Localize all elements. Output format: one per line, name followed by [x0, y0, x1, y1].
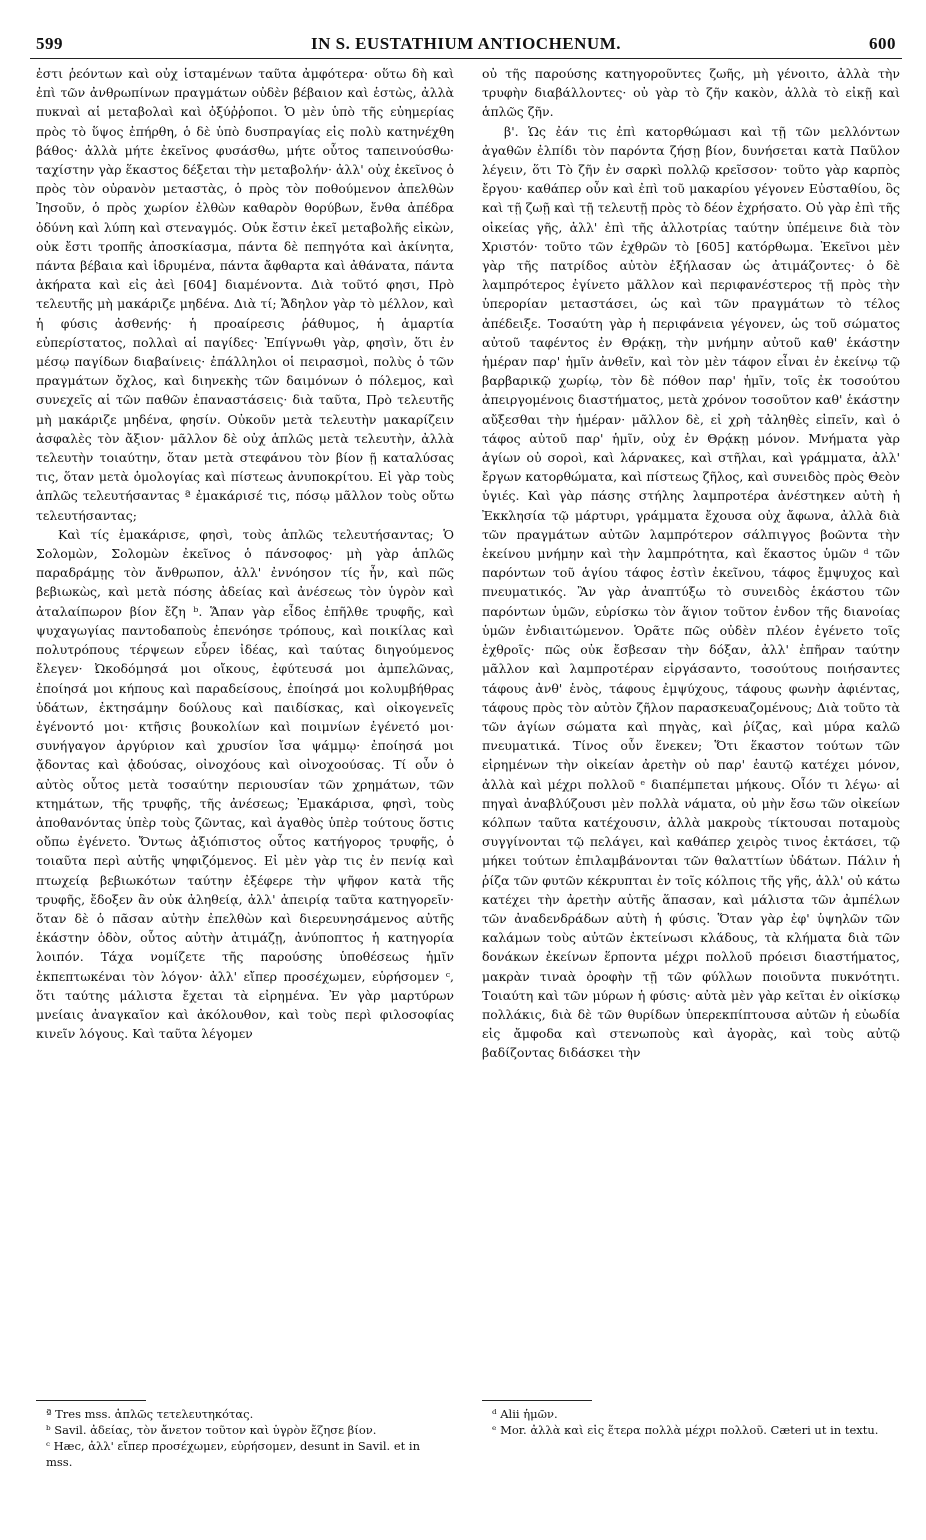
page-number-left: 599	[36, 34, 63, 53]
right-paragraph-2: β'. Ὡς ἐάν τις ἐπὶ κατορθώμασι καὶ τῇ τῶν μελλόντων ἀγαθῶν ἐλπίδι τὸν παρόντα ζήσῃ βίον, δυνήσεται κατὰ Παῦλον λέγειν, ὅτι Τὸ ζῆν ἐν σαρκὶ πολλῷ κρεῖσσον· τοῦτο γὰρ καρπὸς ἔργου· καθάπερ οὖν καὶ ἐπὶ τοῦ μακαρίου γέγονεν Εὐσταθίου, ὃς καὶ τῇ ζωῇ καὶ τῇ τελευτῇ πρὸς τὸ δέον ἐχρήσατο. Οὐ γὰρ ἐπὶ τῆς οἰκείας γῆς, ἀλλ' ἐπὶ τῆς ἀλλοτρίας ταύτην ὑπέμεινε διὰ τὸν Χριστόν· τοῦτο τῶν ἐχθρῶν τὸ [605] κατόρθωμα. Ἐκεῖνοι μὲν γὰρ τῆς πατρίδος αὐτὸν ἐξήλασαν ὡς ἀτιμάζοντες· ὁ δὲ λαμπρότερος ἐγίνετο μᾶλλον καὶ περιφανέστερος τῇ πρὸς τὴν ὑπερορίαν μεταστάσει, ὡς καὶ τῶν πραγμάτων τὸ τέλος ἀπέδειξε. Τοσαύτη γὰρ ἡ περιφάνεια γέγονεν, ὡς τοῦ σώματος αὐτοῦ ταφέντος ἐν Θρᾴκῃ, τὴν μνήμην αὐτοῦ καθ' ἑκάστην ἡμέραν παρ' ἡμῖν ἀνθεῖν, καὶ τὸν μὲν τάφον εἶναι ἐν ἐκείνῳ τῷ βαρβαρικῷ χωρίῳ, τὸν δὲ πόθον παρ' ἡμῖν, τοῖς ἐκ τοσούτου ἀπειργομένοις διαστήματος, μετὰ χρόνον τοσοῦτον καθ' ἑκάστην αὔξεσθαι τὴν ἡμέραν· μᾶλλον δὲ, εἰ χρὴ τἀληθὲς εἰπεῖν, καὶ ὁ τάφος αὐτοῦ παρ' ἡμῖν, οὐχ ἐν Θρᾴκῃ μόνον. Μνήματα γὰρ ἁγίων οὐ σοροὶ, καὶ λάρνακες, καὶ στῆλαι, καὶ γράμματα, ἀλλ' ἔργων κατορθώματα, καὶ πίστεως ζῆλος, καὶ συνειδὸς πρὸς Θεὸν ὑγιές. Καὶ γὰρ πάσης στήλης λαμπροτέρα ἀνέστηκεν αὐτὴ ἡ Ἐκκλησία τῷ μάρτυρι, γράμματα ἔχουσα οὐχ ἄφωνα, ἀλλὰ διὰ τῶν πραγμάτων αὐτῶν λαμπρότερον σάλπιγγος βοῶντα τὴν ἐκείνου μνήμην καὶ τὴν λαμπρότητα, καὶ ἕκαστος ὑμῶν ᵈ τῶν παρόντων τοῦ ἁγίου τάφος ἐστὶν ἐκεῖνου, τάφος ἔμψυχος καὶ πνευματικός. Ἂν γὰρ ἀναπτύξω τὸ συνειδὸς ἑκάστου τῶν παρόντων ὑμῶν, εὑρίσκω τὸν ἅγιον τοῦτον ἐνδον τῆς διανοίας ὑμῶν ἐνδιαιτώμενον. Ὁρᾶτε πῶς οὐδὲν πλέον ἐγένετο τοῖς ἐχθροῖς· πῶς οὐκ ἔσβεσαν τὴν δόξαν, ἀλλ' ἐπῆραν ταύτην μᾶλλον καὶ λαμπροτέραν εἰργάσαντο, τοσούτους ποιήσαντες τάφους ἀνθ' ἑνὸς, τάφους ἐμψύχους, τάφους φωνὴν ἀφιέντας, τάφους πρὸς τὸν αὐτὸν ζῆλον παρασκευαζομένους; Διὰ τοῦτο τὰ τῶν ἁγίων σώματα καὶ πηγὰς, καὶ ῥίζας, καὶ μύρα καλῶ πνευματικά. Τίνος οὖν ἕνεκεν; Ὅτι ἕκαστον τούτων τῶν εἰρημένων τὴν οἰκείαν ἀρετὴν οὐ παρ' ἑαυτῷ κατέχει μόνον, ἀλλὰ καὶ μέχρι πολλοῦ ᵉ διαπέμπεται μήκους. Οἷόν τι λέγω· αἱ πηγαὶ ἀναβλύζουσι μὲν πολλὰ νάματα, οὐ μὴν ἔσω τῶν οἰκείων κόλπων ταῦτα κατέχουσιν, ἀλλὰ μακροὺς τίκτουσαι ποταμοὺς συγγίνονται τῷ πελάγει, καὶ καθάπερ χειρὸς τινος ἐκτάσει, τῷ μήκει τούτων ἐπιλαμβάνονται τῶν θαλαττίων ὑδάτων. Πάλιν ἡ ῥίζα τῶν φυτῶν κέκρυπται ἐν τοῖς κόλποις τῆς γῆς, ἀλλ' οὐ κάτω κατέχει τὴν ἀρετὴν αὐτῆς ἅπασαν, καὶ μάλιστα τῶν ἀμπέλων τῶν ἀναδενδράδων αὐτὴ ἡ φύσις. Ὅταν γὰρ ἐφ' ὑψηλῶν τῶν καλάμων τοὺς αὐτῶν ἐκτείνωσι κλάδους, τὰ κλήματα διὰ τῶν δονάκων ἐκείνων ἕρποντα μέχρι πολλοῦ πρόεισι διαστήματος, μακρὰν τιναὰ ὀροφὴν τῇ τῶν φύλλων ποιοῦντα πυκνότητι. Τοιαύτη καὶ τῶν μύρων ἡ φύσις· αὐτὰ μὲν γὰρ κεῖται ἐν οἰκίσκῳ πολλάκις, διὰ δὲ τῶν θυρίδων ὑπερεκπίπτουσα αὐτῶν ἡ εὐωδία εἰς ἄμφοδα καὶ στενωποὺς καὶ ἀγορὰς, καὶ τοὺς αὐτῷ βαδίζοντας διδάσκει τὴν	[482, 123, 900, 1061]
footnote-rule-right	[482, 1400, 592, 1401]
footnote-b: ᵇ Savil. ἀδείας, τὸν ἄνετον τοῦτον καὶ ὑγρὸν ἔζησε βίον.	[46, 1423, 377, 1437]
left-column	[36, 64, 454, 1364]
right-paragraph-1: οὐ τῆς παρούσης κατηγοροῦντες ζωῆς, μὴ γένοιτο, ἀλλὰ τὴν τρυφὴν διαβάλλοντες· οὐ γὰρ τὸ ζῆν κακὸν, ἀλλὰ τὸ εἰκῇ καὶ ἁπλῶς ζῆν.	[482, 66, 900, 120]
footnotes-left	[46, 1406, 446, 1470]
page-number-right: 600	[869, 34, 896, 53]
footnote-d: ᵈ Alii ἡμῶν.	[492, 1407, 558, 1421]
left-paragraph-2: Καὶ τίς ἐμακάρισε, φησὶ, τοὺς ἁπλῶς τελευτήσαντας; Ὁ Σολομὼν, Σολομὼν ἐκεῖνος ὁ πάνσοφος· μὴ γὰρ ἁπλῶς παραδράμῃς τὸν ἄνθρωπον, ἀλλ' ἐννόησον τίς ἦν, καὶ πῶς βεβιωκὼς, καὶ μετὰ πόσης ἀδείας καὶ ἀνέσεως τὸν ὑγρὸν καὶ ἀταλαίπωρον βίον ἔζη ᵇ. Ἅπαν γὰρ εἶδος ἐπῆλθε τρυφῆς, καὶ ψυχαγωγίας παντοδαποὺς ἐπενόησε τρόπους, καὶ ποικίλας καὶ πολυτρόπους τέρψεων εὗρεν ἰδέας, καὶ ταύτας διηγούμενος ἔλεγεν· Ὠκοδόμησά μοι οἴκους, ἐφύτευσά μοι ἀμπελῶνας, ἐποίησά μοι κήπους καὶ παραδείσους, ἐποίησά μοι κολυμβήθρας ὑδάτων, ἐκτησάμην δούλους καὶ παιδίσκας, καὶ οἰκογενεῖς ἐγένοντό μοι· κτῆσις βουκολίων καὶ ποιμνίων ἐγένετό μοι· συνήγαγον ἀργύριον καὶ χρυσίον ἴσα ψάμμῳ· ἐποίησά μοι ᾄδοντας καὶ ᾀδούσας, οἰνοχόους καὶ οἰνοχοούσας. Τί οὖν ὁ αὐτὸς οὗτος μετὰ τοσαύτην περιουσίαν τῶν χρημάτων, τῶν κτημάτων, τῆς τρυφῆς, τῆς ἀνέσεως; Ἐμακάρισα, φησὶ, τοὺς ἀποθανόντας ὑπὲρ τοὺς ζῶντας, καὶ ἀγαθὸς ὑπὲρ τούτους ὅστις οὔπω ἐγένετο. Ὄντως ἀξιόπιστος οὗτος κατήγορος τρυφῆς, ὁ τοιαῦτα περὶ αὐτῆς ψηφιζόμενος. Εἰ μὲν γὰρ τις ἐν πενίᾳ καὶ πτωχείᾳ βεβιωκότων ταύτην ἐξέφερε τὴν ψῆφον κατὰ τῆς τρυφῆς, ἔδοξεν ἂν οὐκ ἀληθείᾳ, ἀλλ' ἀπειρίᾳ ταῦτα κατηγορεῖν· ὅταν δὲ ὁ πᾶσαν αὐτὴν ἐπελθὼν καὶ διερευνησάμενος αὐτῆς ἑκάστην ὁδὸν, οὗτος αὐτὴν ἀτιμάζῃ, ἀνύποπτος ἡ κατηγορία λοιπόν. Τάχα νομίζετε τῆς παρούσης ὑποθέσεως ἡμῖν ἐκπεπτωκέναι τὸν λόγον· ἀλλ' εἴπερ προσέχωμεν, εὑρήσομεν ᶜ, ὅτι ταύτης μάλιστα ἔχεται τὰ εἰρημένα. Ἐν γὰρ μαρτύρων μνείαις ἀναγκαῖον καὶ ἀκόλουθον, καὶ τοὺς περὶ φιλοσοφίας κινεῖν λόγους. Καὶ ταῦτα λέγομεν	[36, 526, 454, 1042]
footnote-rule-left	[36, 1400, 146, 1401]
running-title: IN S. EUSTATHIUM ANTIOCHENUM.	[311, 34, 621, 53]
footnote-c: ᶜ Hæc, ἀλλ' εἴπερ προσέχωμεν, εὑρήσομεν, desunt in Savil. et in mss.	[46, 1439, 420, 1469]
footnote-e: ᵉ Mor. ἀλλὰ καὶ εἰς ἕτερα πολλὰ μέχρι πολλοῦ. Cæteri ut in textu.	[492, 1423, 879, 1437]
footnotes-right	[492, 1406, 892, 1438]
header-rule	[30, 58, 902, 59]
footnote-a: ª Tres mss. ἁπλῶς τετελευτηκότας.	[46, 1407, 254, 1421]
running-header	[30, 34, 902, 56]
right-column	[482, 64, 900, 1384]
left-paragraph-1: ἐστι ῥεόντων καὶ οὐχ ἱσταμένων ταῦτα ἀμφότερα· οὕτω δὴ καὶ ἐπὶ τῶν ἀνθρωπίνων πραγμάτων οὐδὲν βέβαιον καὶ ἑστὼς, ἀλλὰ πυκναὶ αἱ μεταβολαὶ καὶ ὀξύῤῥοποι. Ὁ μὲν ὑπὸ τῆς εὐημερίας πρὸς τὸ ὕψος ἐπήρθη, ὁ δὲ ὑπὸ δυσπραγίας εἰς πολὺ κατηνέχθη βάθος· ἀλλὰ μήτε ἐκεῖνος φυσάσθω, μήτε οὗτος ταπεινούσθω· ταχίστην γὰρ ἕκαστος δέξεται τὴν μεταβολήν· ἀλλ' οὐχ ἐκεῖνος ὁ πρὸς τὸν οὐρανὸν μεταστὰς, ὁ πρὸς τὸν ποθούμενον ἀπελθὼν Ἰησοῦν, ὁ πρὸς χωρίον ἐλθὼν καθαρὸν θορύβων, ἔνθα ἀπέδρα ὀδύνη καὶ λύπη καὶ στεναγμός. Οὐκ ἔστιν ἐκεῖ μεταβολῆς εἰκὼν, οὐκ ἔστι τροπῆς ἀποσκίασμα, πάντα δὲ πεπηγότα καὶ ἀκίνητα, πάντα βέβαια καὶ ἱδρυμένα, πάντα ἄφθαρτα καὶ ἀθάνατα, πάντα ἀκήρατα καὶ εἰς ἀεὶ [604] διαμένοντα. Διὰ τοῦτό φησι, Πρὸ τελευτῆς μὴ μακάριζε μηδένα. Διὰ τί; Ἄδηλον γὰρ τὸ μέλλον, καὶ ἡ φύσις ἀσθενής· ἡ προαίρεσις ῥάθυμος, ἡ ἁμαρτία εὐπερίστατος, πολλαὶ αἱ παγίδες· Ἐπίγνωθι γὰρ, φησὶν, ὅτι ἐν μέσῳ παγίδων διαβαίνεις· ἐπάλληλοι οἱ πειρασμοὶ, πολὺς ὁ τῶν πραγμάτων ὄχλος, καὶ διηνεκὴς τῶν δαιμόνων ὁ πόλεμος, καὶ συνεχεῖς αἱ τῶν παθῶν ἐπαναστάσεις· διὰ ταῦτα, Πρὸ τελευτῆς μὴ μακάριζε μηδένα, φησίν. Οὐκοῦν μετὰ τελευτὴν μακαρίζειν ἀσφαλὲς τὸν ἄξιον· μᾶλλον δὲ οὐχ ἁπλῶς μετὰ τελευτὴν, ἀλλὰ τελευτὴν τοιαύτην, ὅταν μετὰ στεφάνου τὸν βίον ῇ καταλύσας τις, ὅταν μετὰ ὁμολογίας καὶ πίστεως ἀνυποκρίτου. Εἰ γὰρ τοὺς ἁπλῶς τελευτήσαντας ª ἐμακάρισέ τις, πόσῳ μᾶλλον τοὺς οὕτω τελευτήσαντας;	[36, 66, 454, 523]
